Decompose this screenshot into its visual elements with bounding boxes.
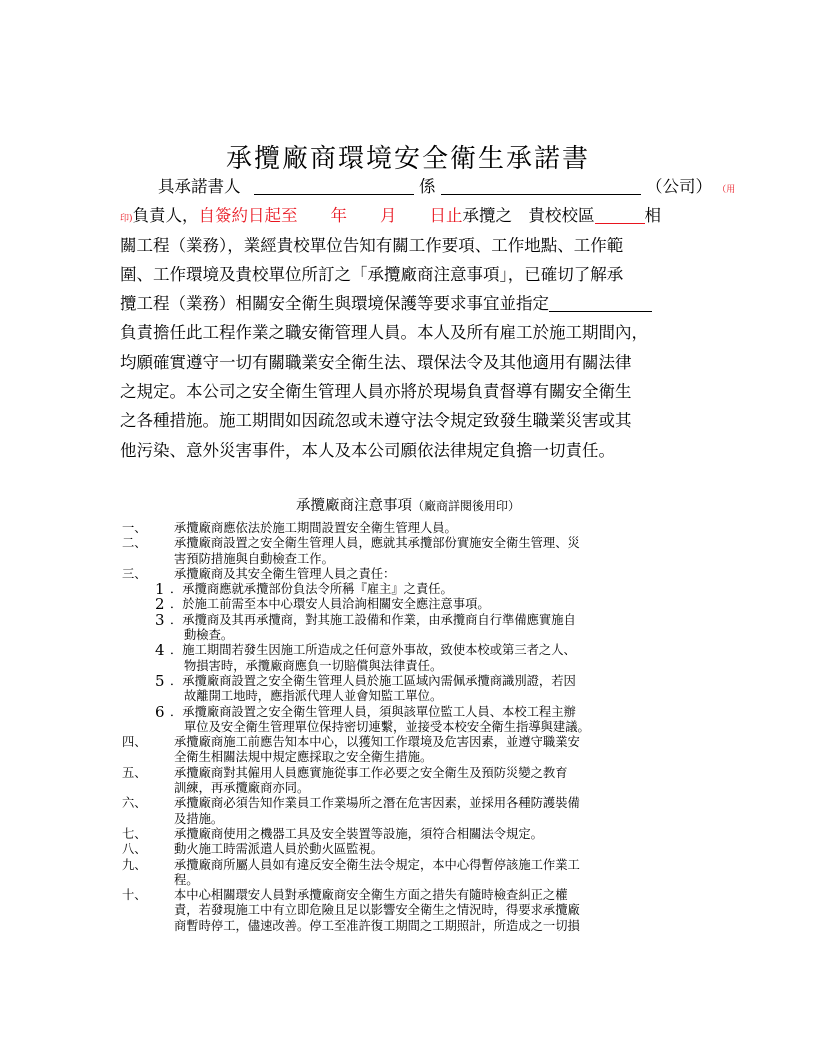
line2-end: 相 bbox=[644, 206, 662, 226]
pledger-name-blank[interactable] bbox=[254, 176, 414, 195]
safety-manager-blank[interactable] bbox=[549, 293, 652, 312]
list-item: 八、 動火施工時需派遣人員於動火區監視。 bbox=[122, 842, 384, 857]
pledge-line: 關工程（業務），業經貴校單位告知有關工作要項、工作地點、工作範 bbox=[120, 235, 624, 255]
notes-list bbox=[122, 521, 702, 934]
company-label: （公司） bbox=[646, 177, 712, 196]
list-item: 二、 承攬廠商設置之安全衛生管理人員，應就其承攬部份實施安全衛生管理、災 bbox=[122, 536, 580, 551]
list-item-continuation: 及措施。 bbox=[174, 811, 224, 826]
sub-item: 2 ．於施工前需至本中心環安人員洽詢相關安全應注意事項。 bbox=[155, 595, 490, 614]
sub-item-continuation: 故離開工地時，應指派代理人並會知監工單位。 bbox=[184, 689, 443, 704]
responsible-label: 負責人， bbox=[132, 206, 199, 226]
list-item: 三、 承攬廠商及其安全衛生管理人員之責任： bbox=[122, 566, 396, 581]
pledger-label: 具承諾書人 bbox=[158, 177, 241, 196]
sub-item-continuation: 單位及安全衛生管理單位保持密切連繫，並接受本校安全衛生指導與建議。 bbox=[184, 719, 590, 734]
contract-period: 自簽約日起至 年 月 日止 bbox=[198, 206, 463, 226]
list-item: 七、 承攬廠商使用之機器工具及安全裝置等設施，須符合相關法令規定。 bbox=[122, 826, 543, 841]
list-item: 一、 承攬廠商應依法於施工期間設置安全衛生管理人員。 bbox=[122, 521, 457, 535]
sub-item-continuation: 動檢查。 bbox=[184, 628, 234, 643]
sub-item: 4 ．施工期間若發生因施工所造成之任何意外事故，致使本校或第三者之人、 bbox=[155, 641, 576, 660]
list-item: 六、 承攬廠商必須告知作業員工作業場所之潛在危害因素，並採用各種防護裝備 bbox=[122, 796, 580, 811]
sub-item-continuation: 物損害時，承攬廠商應負一切賠償與法律責任。 bbox=[184, 658, 443, 673]
pledge-line: 攬工程（業務）相關安全衛生與環境保護等要求事宜並指定 bbox=[120, 294, 549, 314]
list-item-continuation: 程。 bbox=[174, 872, 199, 887]
pledge-line: 之規定。本公司之安全衛生管理人員亦將於現場負責督導有關安全衛生 bbox=[120, 382, 632, 402]
pledge-line: 負責擔任此工程作業之職安衛管理人員。本人及所有雇工於施工期間內， bbox=[120, 323, 648, 343]
undertake-text: 承攬之 貴校校區 bbox=[462, 206, 595, 226]
notes-heading bbox=[0, 494, 816, 515]
notes-title-note: （廠商詳閱後用印） bbox=[411, 499, 520, 513]
pledge-line: 之各種措施。施工期間如因疏忽或未遵守法令規定致發生職業災害或其 bbox=[120, 411, 632, 431]
stamp-note-end: 印) bbox=[120, 214, 133, 225]
list-item-continuation: 責，若發現施工中有立即危險且足以影響安全衛生之情況時，得要求承攬廠 bbox=[174, 903, 580, 918]
list-item: 四、 承攬廠商施工前應告知本中心，以獲知工作環境及危害因素，並遵守職業安 bbox=[122, 735, 580, 750]
pledge-line: 圍、工作環境及貴校單位所訂之「承攬廠商注意事項」，已確切了解承 bbox=[120, 264, 624, 284]
list-item: 十、 本中心相關環安人員對承攬廠商安全衛生方面之措失有隨時檢查糾正之權 bbox=[122, 888, 568, 903]
pledge-paragraph bbox=[120, 172, 736, 465]
sub-item: 3 ．承攬商及其再承攬商，對其施工設備和作業，由承攬商自行準備應實施自 bbox=[155, 610, 576, 629]
document-title: 承攬廠商環境安全衛生承諾書 bbox=[225, 144, 590, 174]
list-item-continuation: 全衛生相關法規中規定應採取之安全衛生措施。 bbox=[174, 750, 433, 765]
notes-title: 承攬廠商注意事項 bbox=[295, 498, 412, 514]
pledge-line: 他污染、意外災害事件，本人及本公司願依法律規定負擔一切責任。 bbox=[120, 440, 615, 460]
list-item-continuation: 訓練，再承攬廠商亦同。 bbox=[174, 781, 310, 796]
list-item: 九、 承攬廠商所屬人員如有違反安全衛生法令規定，本中心得暫停該施工作業工 bbox=[122, 857, 580, 872]
pledge-line: 均願確實遵守一切有關職業安全衛生法、環保法令及其他適用有關法律 bbox=[120, 352, 632, 372]
stamp-note-start: （用 bbox=[717, 185, 736, 195]
relation-label: 係 bbox=[419, 177, 436, 196]
list-item-continuation: 害預防措施與自動檢查工作。 bbox=[174, 551, 334, 566]
sub-item: 1 ．承攬商應就承攬部份負法令所稱『雇主』之責任。 bbox=[155, 580, 453, 599]
sub-item: 5 ．承攬廠商設置之安全衛生管理人員於施工區域內需佩承攬商識別證，若因 bbox=[155, 671, 576, 690]
list-item: 五、 承攬廠商對其僱用人員應實施從事工作必要之安全衛生及預防災變之教育 bbox=[122, 765, 568, 780]
list-item-continuation: 商暫時停工，儘速改善。停工至准許復工期間之工期照計，所造成之一切損 bbox=[174, 918, 580, 933]
company-name-blank[interactable] bbox=[441, 176, 641, 195]
campus-blank[interactable] bbox=[595, 205, 645, 224]
sub-item: 6 ．承攬廠商設置之安全衛生管理人員，須與該單位監工人員、本校工程主辦 bbox=[155, 702, 576, 721]
